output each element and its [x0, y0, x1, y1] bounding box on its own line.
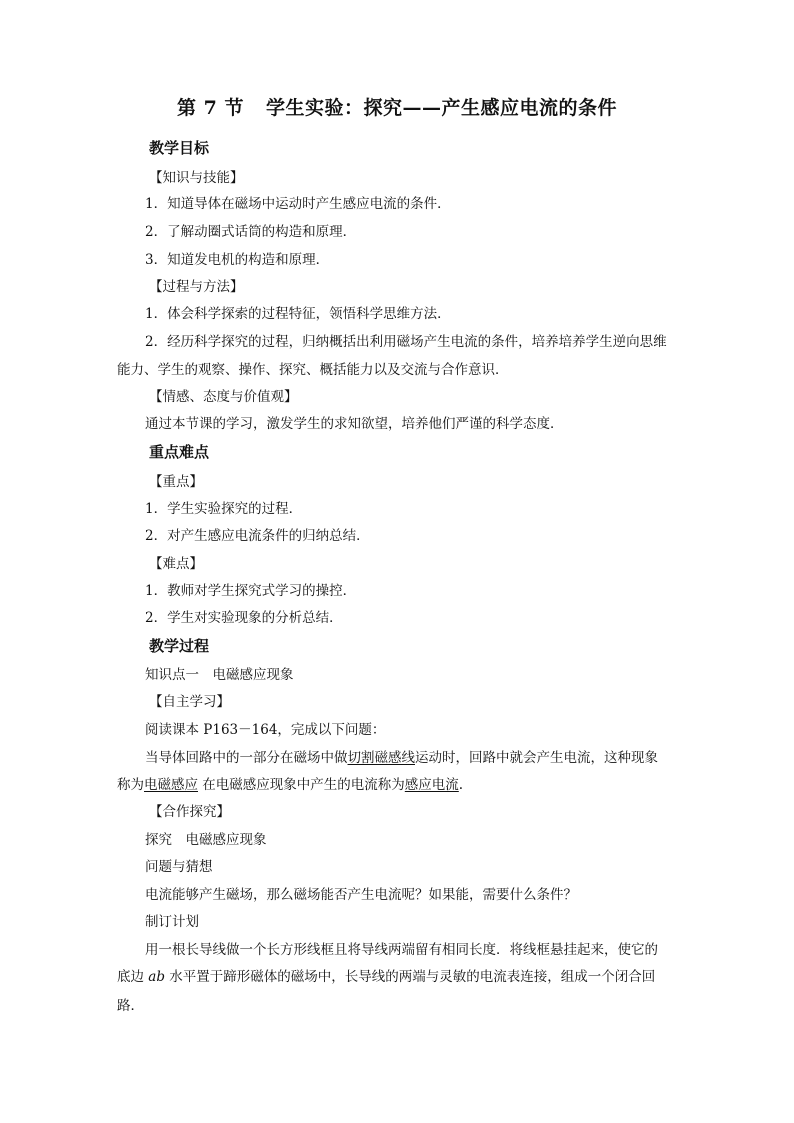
list-item: 1．体会科学探索的过程特征，领悟科学思维方法．	[145, 306, 451, 322]
list-item: 2．了解动圈式话筒的构造和原理．	[145, 224, 357, 240]
label-key-points: 【重点】	[149, 474, 203, 490]
section-title: 学生实验：探究——产生感应电流的条件	[265, 97, 617, 119]
heading-key-difficult: 重点难点	[149, 443, 210, 461]
list-item: 1．知道导体在磁场中运动时产生感应电流的条件．	[145, 196, 451, 212]
label-knowledge-skills: 【知识与技能】	[149, 170, 244, 186]
paragraph-continued: 称为电磁感应 在电磁感应现象中产生的电流称为感应电流.	[117, 777, 464, 793]
label-self-study: 【自主学习】	[149, 694, 230, 710]
list-item: 3．知道发电机的构造和原理．	[145, 252, 330, 268]
label-plan: 制订计划	[145, 914, 199, 930]
label-process-methods: 【过程与方法】	[149, 279, 244, 295]
label-emotion-values: 【情感、态度与价值观】	[149, 389, 298, 405]
label-question: 问题与猜想	[145, 859, 213, 875]
list-item: 2．对产生感应电流条件的归纳总结．	[145, 528, 370, 544]
paragraph: 电流能够产生磁场，那么磁场能否产生电流呢？如果能，需要什么条件？	[145, 887, 577, 903]
page-title	[0, 98, 794, 118]
fill-answer: 电磁感应	[144, 777, 198, 793]
section-number: 第 7 节	[177, 97, 244, 119]
paragraph-continued: 路．	[117, 998, 144, 1014]
list-item: 2．学生对实验现象的分析总结．	[145, 610, 343, 626]
heading-teaching-goals: 教学目标	[149, 139, 210, 157]
paragraph: 通过本节课的学习，激发学生的求知欲望，培养他们严谨的科学态度．	[145, 416, 564, 432]
paragraph-continued: 底边 ab 水平置于蹄形磁体的磁场中，长导线的两端与灵敏的电流表连接，组成一个闭合回	[117, 969, 656, 985]
heading-teaching-process: 教学过程	[149, 637, 210, 655]
paragraph: 用一根长导线做一个长方形线框且将导线两端留有相同长度．将线框悬挂起来，使它的	[145, 942, 658, 958]
list-item: 2．经历科学探究的过程，归纳概括出利用磁场产生电流的条件，培养培养学生逆向思维	[145, 334, 667, 350]
paragraph: 当导体回路中的一部分在磁场中做切割磁感线运动时，回路中就会产生电流，这种现象	[145, 750, 658, 766]
label-cooperative-inquiry: 【合作探究】	[149, 804, 230, 820]
knowledge-point-title: 知识点一 电磁感应现象	[145, 667, 294, 683]
variable-ab: ab	[148, 969, 165, 985]
list-item: 1．教师对学生探究式学习的操控．	[145, 583, 357, 599]
paragraph: 阅读课本 P163－164，完成以下问题：	[145, 722, 386, 738]
fill-answer: 切割磁感线	[347, 750, 415, 766]
list-item-continued: 能力、学生的观察、操作、探究、概括能力以及交流与合作意识．	[117, 362, 509, 378]
list-item: 1．学生实验探究的过程．	[145, 501, 303, 517]
inquiry-title: 探究 电磁感应现象	[145, 832, 267, 848]
label-difficult-points: 【难点】	[149, 556, 203, 572]
fill-answer: 感应电流	[404, 777, 459, 793]
